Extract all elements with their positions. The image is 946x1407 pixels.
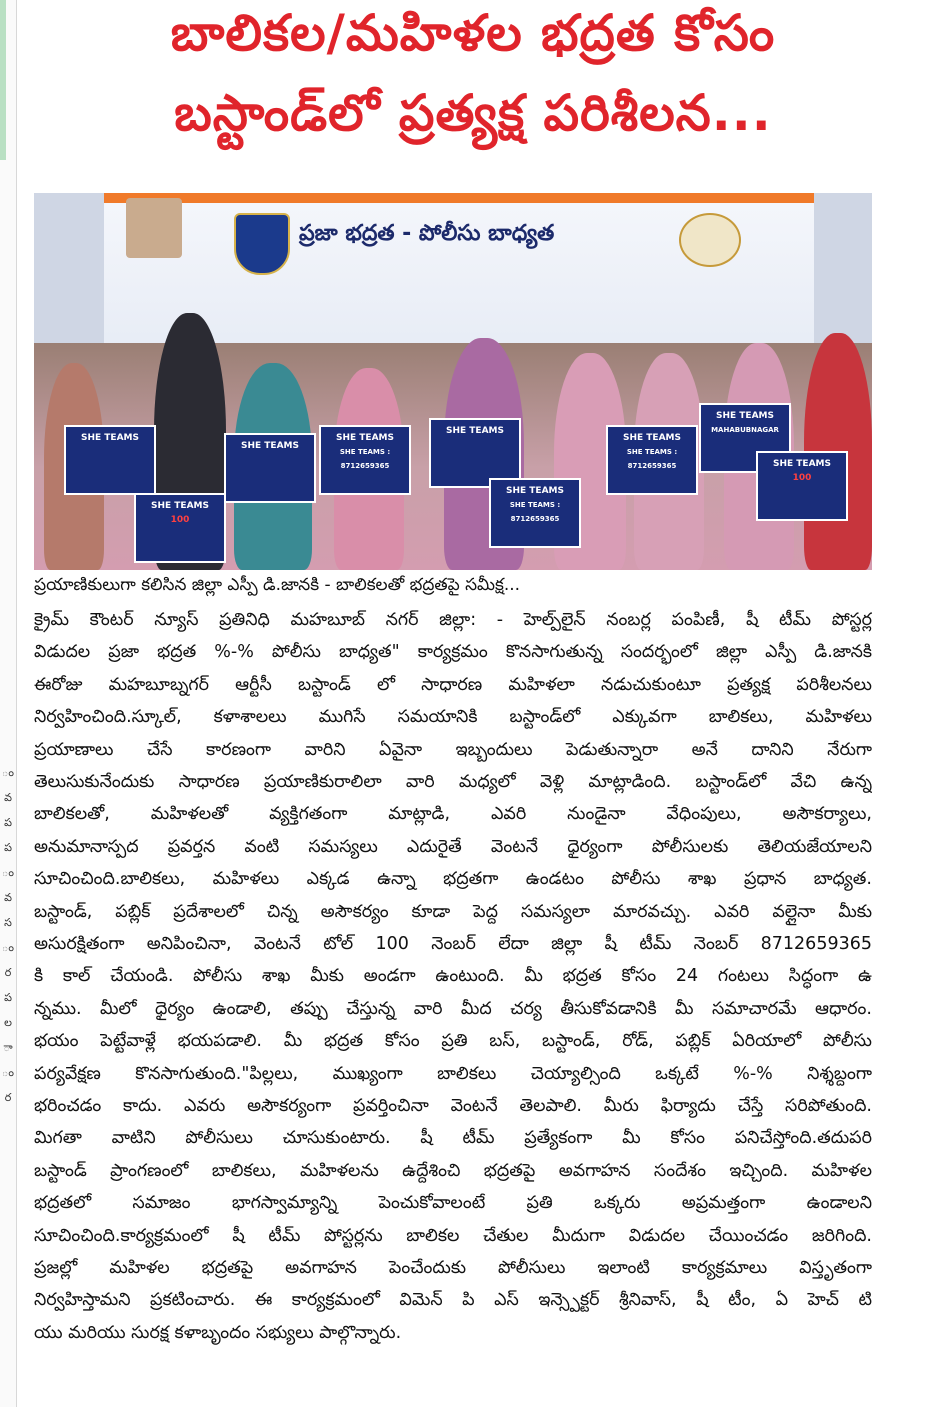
- article-line: మిగతా వాటిని పోలీసులు చూసుకుంటారు. షీ టీమ్ ప్రత్యేకంగా మీ కోసం పనిచేస్తోంది.తదుపరి: [34, 1128, 872, 1149]
- article-line: సూచించింది.కార్యక్రమంలో షీ టీమ్ పోస్టర్లను బాలికల చేతుల మీదుగా విడుదల చేయించడం జరిగింది.: [34, 1225, 872, 1246]
- banner-title: ప్రజా భద్రత - పోలీసు బాధ్యత: [299, 221, 555, 246]
- article-line: అనుమానాస్పద ప్రవర్తన వంటి సమస్యలు ఎదురైతే వెంటనే ధైర్యంగా పోలీసులకు తెలియజేయాలని: [34, 836, 872, 857]
- she-teams-poster: [489, 478, 581, 548]
- adjacent-column-glyph: ం: [2, 766, 14, 779]
- mahabubnagar-police-logo: [679, 213, 741, 267]
- she-teams-poster: [134, 493, 226, 563]
- poster-badge: 100: [170, 515, 190, 525]
- article-line: విడుదల ప్రజా భద్రత %-% పోలీసు బాధ్యత" కార్యక్రమం కొనసాగుతున్న సందర్భంలో జిల్లా ఎస్పీ డి.జానకి: [34, 642, 872, 663]
- article-line: భరించడం కాదు. ఎవరు అసౌకర్యంగా ప్రవర్తించినా వెంటనే తెలపాలి. మీరు ఫిర్యాదు చేస్తే సరిపోతుంది.: [34, 1096, 872, 1116]
- poster-heading: SHE TEAMS: [81, 433, 139, 443]
- adjacent-column-glyph: ర: [4, 966, 12, 979]
- adjacent-column-glyph: ప: [4, 841, 12, 854]
- poster-badge: 100: [792, 473, 812, 483]
- article-line: క్రైమ్ కౌంటర్ న్యూస్ ప్రతినిధి మహబూబ్ నగర్ జిల్లా: - హెల్ప్‌లైన్ నంబర్ల పంపిణీ, షీ టీమ్ పోస్టర్ల: [34, 610, 872, 630]
- article-line: ప్రయాణాలు చేసే కారణంగా వారిని ఏవైనా ఇబ్బందులు పెడుతున్నారా అనే దానిని నేరుగా: [34, 739, 872, 760]
- article-line: భయం పెట్టేవాళ్లే భయపడాలి. మీ భద్రత కోసం ప్రతి బస్, బస్టాండ్, రోడ్, పబ్లిక్ ఏరియాలో పోలీసు: [34, 1031, 872, 1052]
- poster-number: SHE TEAMS : 8712659365: [339, 448, 391, 470]
- poster-heading: SHE TEAMS: [151, 501, 209, 511]
- adjacent-column-glyph: ం: [2, 941, 14, 954]
- article-line: బస్టాండ్ ప్రాంగణంలో బాలికలు, మహిళలను ఉద్దేశించి భద్రతపై అవగాహన సందేశం ఇచ్చింది. మహిళల: [34, 1160, 872, 1181]
- article-line: పర్యవేక్షణ కొనసాగుతుంది."పిల్లలు, ముఖ్యంగా బాలికలు చెయ్యాల్సింది ఒక్కటే %-% నిశ్శబ్దంగా: [34, 1063, 872, 1084]
- adjacent-column-glyph: ల: [4, 1016, 12, 1029]
- poster-heading: SHE TEAMS: [241, 441, 299, 451]
- adjacent-column-glyph: ా: [3, 1041, 13, 1054]
- poster-number: SHE TEAMS : 8712659365: [509, 501, 561, 523]
- article-line: అసురక్షితంగా అనిపించినా, వెంటనే టోల్ 100 నెంబర్ లేదా జిల్లా షీ టీమ్ నెంబర్ 8712659365: [34, 934, 872, 954]
- adjacent-column-glyph: స: [4, 916, 12, 929]
- article-line: బస్టాండ్, పబ్లిక్ ప్రదేశాలలో చిన్న అసౌకర్యం కూడా పెద్ద సమస్యలా మారవచ్చు. ఎవరి వల్లైనా మీకు: [34, 901, 872, 922]
- she-teams-poster: [64, 425, 156, 495]
- adjacent-column-glyphs: [2, 760, 14, 1110]
- sp-portrait-image: [126, 198, 182, 258]
- she-teams-poster: [224, 433, 316, 503]
- poster-heading: SHE TEAMS: [336, 433, 394, 443]
- headline-line-2: బస్టాండ్‌లో ప్రత్యక్ష పరిశీలన...: [174, 84, 772, 142]
- she-teams-poster: [606, 425, 698, 495]
- article-line: తెలుసుకునేందుకు సాధారణ ప్రయాణికురాలిలా వారి మధ్యలో వెళ్లి మాట్లాడింది. బస్టాండ్‌లో వేచి ఉన్న: [34, 772, 872, 792]
- news-photo: [34, 193, 872, 570]
- article-line: నిర్వహిస్తామని ప్రకటించారు. ఈ కార్యక్రమంలో విమెన్ పి ఎస్ ఇన్స్పెక్టర్ శ్రీనివాస్, షీ టీం, ఏ హెచ్ టి: [34, 1290, 872, 1311]
- adjacent-column-glyph: ం: [2, 866, 14, 879]
- adjacent-column-strip: [0, 0, 17, 1407]
- poster-heading: SHE TEAMS: [773, 459, 831, 469]
- article-line: భద్రతలో సమాజం భాగస్వామ్యాన్ని పెంచుకోవాలంటే ప్రతి ఒక్కరు అప్రమత్తంగా ఉండాలని: [34, 1193, 872, 1214]
- article-line: యు మరియు సురక్ష కళాబృందం సభ్యులు పాల్గొన్నారు.: [34, 1322, 402, 1343]
- adjacent-column-edge: [0, 0, 6, 160]
- poster-number: SHE TEAMS : 8712659365: [626, 448, 678, 470]
- adjacent-column-glyph: ం: [2, 1066, 14, 1079]
- article-line: నిర్వహించింది.స్కూల్, కళాశాలలు ముగిసే సమయానికి బస్టాండ్‌లో ఎక్కువగా బాలికలు, మహిళలు: [34, 707, 872, 728]
- adjacent-column-glyph: ప: [4, 816, 12, 829]
- poster-heading: SHE TEAMS: [506, 486, 564, 496]
- adjacent-column-glyph: ర: [4, 1091, 12, 1104]
- adjacent-column-glyph: వ: [4, 791, 12, 804]
- poster-heading: SHE TEAMS: [623, 433, 681, 443]
- article-line: ప్రజల్లో మహిళల భద్రతపై అవగాహన పెంచేందుకు పోలీసులు ఇలాంటి కార్యక్రమాలు విస్తృతంగా: [34, 1258, 872, 1278]
- article-line: న్నము. మీలో ధైర్యం ఉండాలి, తప్పు చేస్తున్న వారి మీద చర్య తీసుకోవడానికి మీ సమాచారమే ఆధారం.: [34, 998, 872, 1019]
- she-teams-poster: [756, 451, 848, 521]
- article-line: ఈరోజు మహబూబ్నగర్ ఆర్టీసీ బస్టాండ్ లో సాధారణ మహిళలా నడుచుకుంటూ ప్రత్యక్ష పరిశీలనలు: [34, 674, 872, 695]
- she-teams-poster: [319, 425, 411, 495]
- photo-caption: ప్రయాణికులుగా కలిసిన జిల్లా ఎస్పీ డి.జానకి - బాలికలతో భద్రతపై సమీక్ష...: [34, 575, 521, 595]
- adjacent-column-glyph: వ: [4, 891, 12, 904]
- article-line: బాలికలతో, మహిళలతో వ్యక్తిగతంగా మాట్లాడి, ఎవరి నుండైనా వేధింపులు, అసౌకర్యాలు,: [34, 804, 872, 825]
- poster-heading: SHE TEAMS: [446, 426, 504, 436]
- headline-line-1: బాలికల/మహిళల భద్రత కోసం: [170, 4, 776, 62]
- telangana-police-logo: [234, 213, 290, 275]
- poster-sub: MAHABUBNAGAR: [711, 426, 779, 434]
- poster-heading: SHE TEAMS: [716, 411, 774, 421]
- banner-top-strip: [104, 193, 814, 203]
- article-line: సూచించింది.బాలికలు, మహిళలు ఎక్కడ ఉన్నా భద్రతగా ఉండటం పోలీసు శాఖ ప్రధాన బాధ్యత.: [34, 869, 872, 890]
- article-line: కి కాల్ చేయండి. పోలీసు శాఖ మీకు అండగా ఉంటుంది. మీ భద్రత కోసం 24 గంటలు సిద్ధంగా ఉ: [34, 966, 872, 987]
- adjacent-column-glyph: ప: [4, 991, 12, 1004]
